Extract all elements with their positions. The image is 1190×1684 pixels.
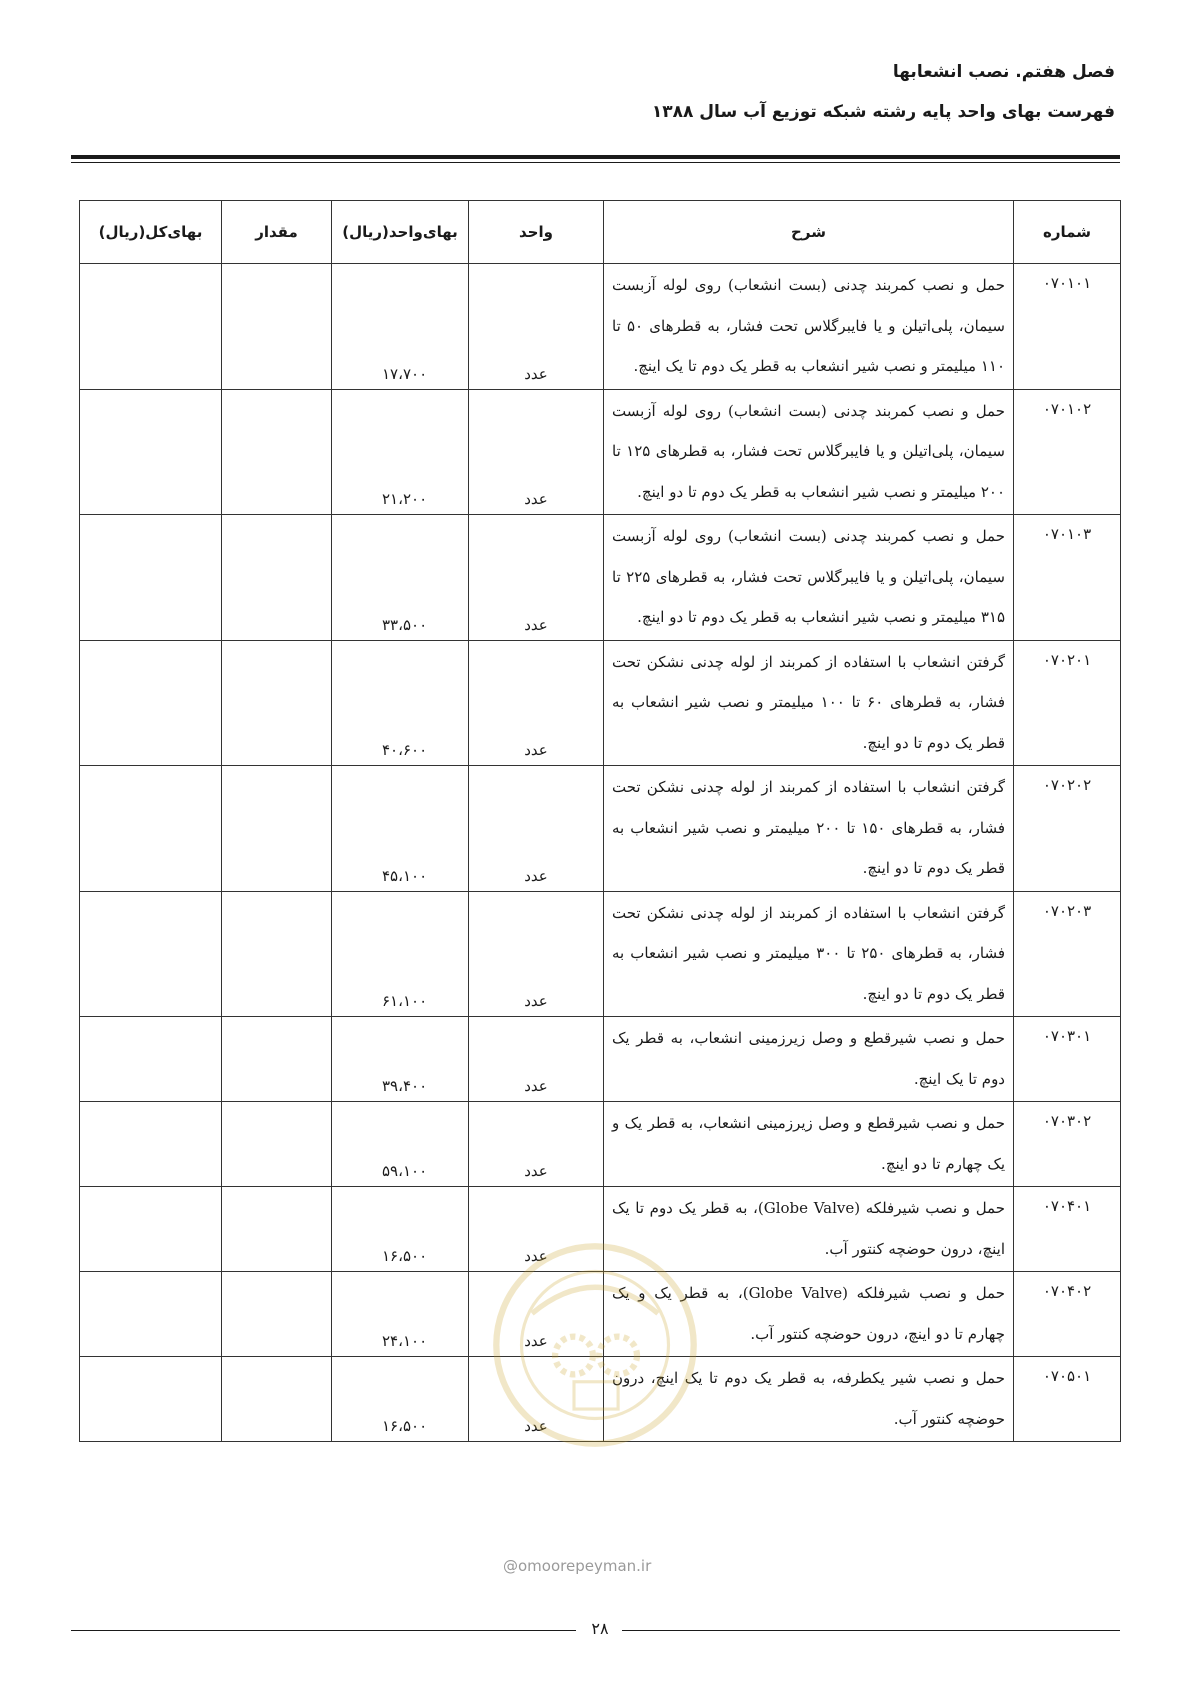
item-unit-price: ۲۱،۲۰۰ <box>332 389 469 515</box>
table-row <box>80 515 1121 641</box>
item-unit-price: ۶۱،۱۰۰ <box>332 891 469 1017</box>
footer-rule-right <box>622 1630 1120 1631</box>
item-unit: عدد <box>469 766 604 892</box>
table-header-row <box>80 201 1121 264</box>
table-row <box>80 264 1121 390</box>
item-unit-price: ۲۴،۱۰۰ <box>332 1272 469 1357</box>
item-total-price <box>80 264 222 390</box>
item-unit: عدد <box>469 264 604 390</box>
item-total-price <box>80 891 222 1017</box>
item-unit: عدد <box>469 891 604 1017</box>
item-total-price <box>80 1272 222 1357</box>
item-description: گرفتن انشعاب با استفاده از کمربند از لوله چدنی نشکن تحت فشار، به قطرهای ۱۵۰ تا ۲۰۰ میلیمتر و نصب شیر انشعاب به قطر یک دوم تا دو اینچ. <box>604 766 1014 892</box>
item-code: ۰۷۰۳۰۲ <box>1014 1102 1121 1187</box>
item-code: ۰۷۰۵۰۱ <box>1014 1357 1121 1442</box>
item-unit-price: ۱۷،۷۰۰ <box>332 264 469 390</box>
item-quantity <box>222 640 332 766</box>
item-description: حمل و نصب شیرفلکه (Globe Valve)، به قطر یک و یک چهارم تا دو اینچ، درون حوضچه کنتور آب. <box>604 1272 1014 1357</box>
item-description: حمل و نصب شیر یکطرفه، به قطر یک دوم تا یک اینچ، درون حوضچه کنتور آب. <box>604 1357 1014 1442</box>
item-code: ۰۷۰۱۰۳ <box>1014 515 1121 641</box>
item-code: ۰۷۰۳۰۱ <box>1014 1017 1121 1102</box>
table-row <box>80 891 1121 1017</box>
item-total-price <box>80 640 222 766</box>
item-description: حمل و نصب شیرقطع و وصل زیرزمینی انشعاب، به قطر یک دوم تا یک اینچ. <box>604 1017 1014 1102</box>
header-rule-thin <box>71 162 1120 163</box>
item-quantity <box>222 1102 332 1187</box>
price-table <box>79 200 1121 1442</box>
table-row <box>80 640 1121 766</box>
item-description: حمل و نصب شیرفلکه (Globe Valve)، به قطر یک دوم تا یک اینچ، درون حوضچه کنتور آب. <box>604 1187 1014 1272</box>
item-total-price <box>80 515 222 641</box>
item-unit: عدد <box>469 1357 604 1442</box>
table-row <box>80 1357 1121 1442</box>
column-header-total-price: بهای‌کل(ریال) <box>80 201 222 264</box>
item-code: ۰۷۰۱۰۲ <box>1014 389 1121 515</box>
column-header-quantity: مقدار <box>222 201 332 264</box>
page-header <box>652 62 1115 122</box>
item-total-price <box>80 1017 222 1102</box>
item-unit: عدد <box>469 1272 604 1357</box>
item-total-price <box>80 1102 222 1187</box>
item-quantity <box>222 389 332 515</box>
item-unit: عدد <box>469 640 604 766</box>
item-code: ۰۷۰۴۰۱ <box>1014 1187 1121 1272</box>
item-unit-price: ۳۹،۴۰۰ <box>332 1017 469 1102</box>
page-number: ۲۸ <box>591 1619 609 1638</box>
item-description: گرفتن انشعاب با استفاده از کمربند از لوله چدنی نشکن تحت فشار، به قطرهای ۲۵۰ تا ۳۰۰ میلیمتر و نصب شیر انشعاب به قطر یک دوم تا دو اینچ. <box>604 891 1014 1017</box>
item-quantity <box>222 1187 332 1272</box>
column-header-unit: واحد <box>469 201 604 264</box>
item-code: ۰۷۰۱۰۱ <box>1014 264 1121 390</box>
item-total-price <box>80 1187 222 1272</box>
item-description: حمل و نصب شیرقطع و وصل زیرزمینی انشعاب، به قطر یک و یک چهارم تا دو اینچ. <box>604 1102 1014 1187</box>
item-unit-price: ۱۶،۵۰۰ <box>332 1187 469 1272</box>
item-code: ۰۷۰۲۰۲ <box>1014 766 1121 892</box>
item-quantity <box>222 515 332 641</box>
table-row <box>80 1017 1121 1102</box>
item-code: ۰۷۰۴۰۲ <box>1014 1272 1121 1357</box>
item-quantity <box>222 891 332 1017</box>
table-row <box>80 766 1121 892</box>
column-header-code: شماره <box>1014 201 1121 264</box>
table-row <box>80 1102 1121 1187</box>
item-description: حمل و نصب کمربند چدنی (بست انشعاب) روی لوله آزبست سیمان، پلی‌اتیلن و یا فایبرگلاس تحت فشار، به قطرهای ۲۲۵ تا ۳۱۵ میلیمتر و نصب شیر انشعاب به قطر یک دوم تا دو اینچ. <box>604 515 1014 641</box>
table-row <box>80 1272 1121 1357</box>
item-unit-price: ۳۳،۵۰۰ <box>332 515 469 641</box>
column-header-unit-price: بهای‌واحد(ریال) <box>332 201 469 264</box>
item-quantity <box>222 264 332 390</box>
item-description: حمل و نصب کمربند چدنی (بست انشعاب) روی لوله آزبست سیمان، پلی‌اتیلن و یا فایبرگلاس تحت فشار، به قطرهای ۵۰ تا ۱۱۰ میلیمتر و نصب شیر انشعاب به قطر یک دوم تا یک اینچ. <box>604 264 1014 390</box>
item-unit-price: ۴۰،۶۰۰ <box>332 640 469 766</box>
item-unit: عدد <box>469 389 604 515</box>
item-unit-price: ۱۶،۵۰۰ <box>332 1357 469 1442</box>
item-quantity <box>222 766 332 892</box>
item-quantity <box>222 1017 332 1102</box>
table-row <box>80 389 1121 515</box>
table-row <box>80 1187 1121 1272</box>
column-header-description: شرح <box>604 201 1014 264</box>
item-unit: عدد <box>469 1017 604 1102</box>
item-unit: عدد <box>469 515 604 641</box>
header-rule-thick <box>71 155 1120 159</box>
item-unit: عدد <box>469 1102 604 1187</box>
item-unit-price: ۵۹،۱۰۰ <box>332 1102 469 1187</box>
item-quantity <box>222 1357 332 1442</box>
item-unit: عدد <box>469 1187 604 1272</box>
item-total-price <box>80 766 222 892</box>
item-description: گرفتن انشعاب با استفاده از کمربند از لوله چدنی نشکن تحت فشار، به قطرهای ۶۰ تا ۱۰۰ میلیمتر و نصب شیر انشعاب به قطر یک دوم تا دو اینچ. <box>604 640 1014 766</box>
document-title: فهرست بهای واحد پایه رشته شبکه توزیع آب سال ۱۳۸۸ <box>651 102 1115 122</box>
footer-rule-left <box>71 1630 576 1631</box>
item-quantity <box>222 1272 332 1357</box>
item-total-price <box>80 1357 222 1442</box>
item-code: ۰۷۰۲۰۳ <box>1014 891 1121 1017</box>
item-total-price <box>80 389 222 515</box>
item-unit-price: ۴۵،۱۰۰ <box>332 766 469 892</box>
watermark-text: @omoorepeyman.ir <box>503 1557 652 1575</box>
item-code: ۰۷۰۲۰۱ <box>1014 640 1121 766</box>
item-description: حمل و نصب کمربند چدنی (بست انشعاب) روی لوله آزبست سیمان، پلی‌اتیلن و یا فایبرگلاس تحت فشار، به قطرهای ۱۲۵ تا ۲۰۰ میلیمتر و نصب شیر انشعاب به قطر یک دوم تا دو اینچ. <box>604 389 1014 515</box>
chapter-title: فصل هفتم. نصب انشعابها <box>892 62 1115 82</box>
